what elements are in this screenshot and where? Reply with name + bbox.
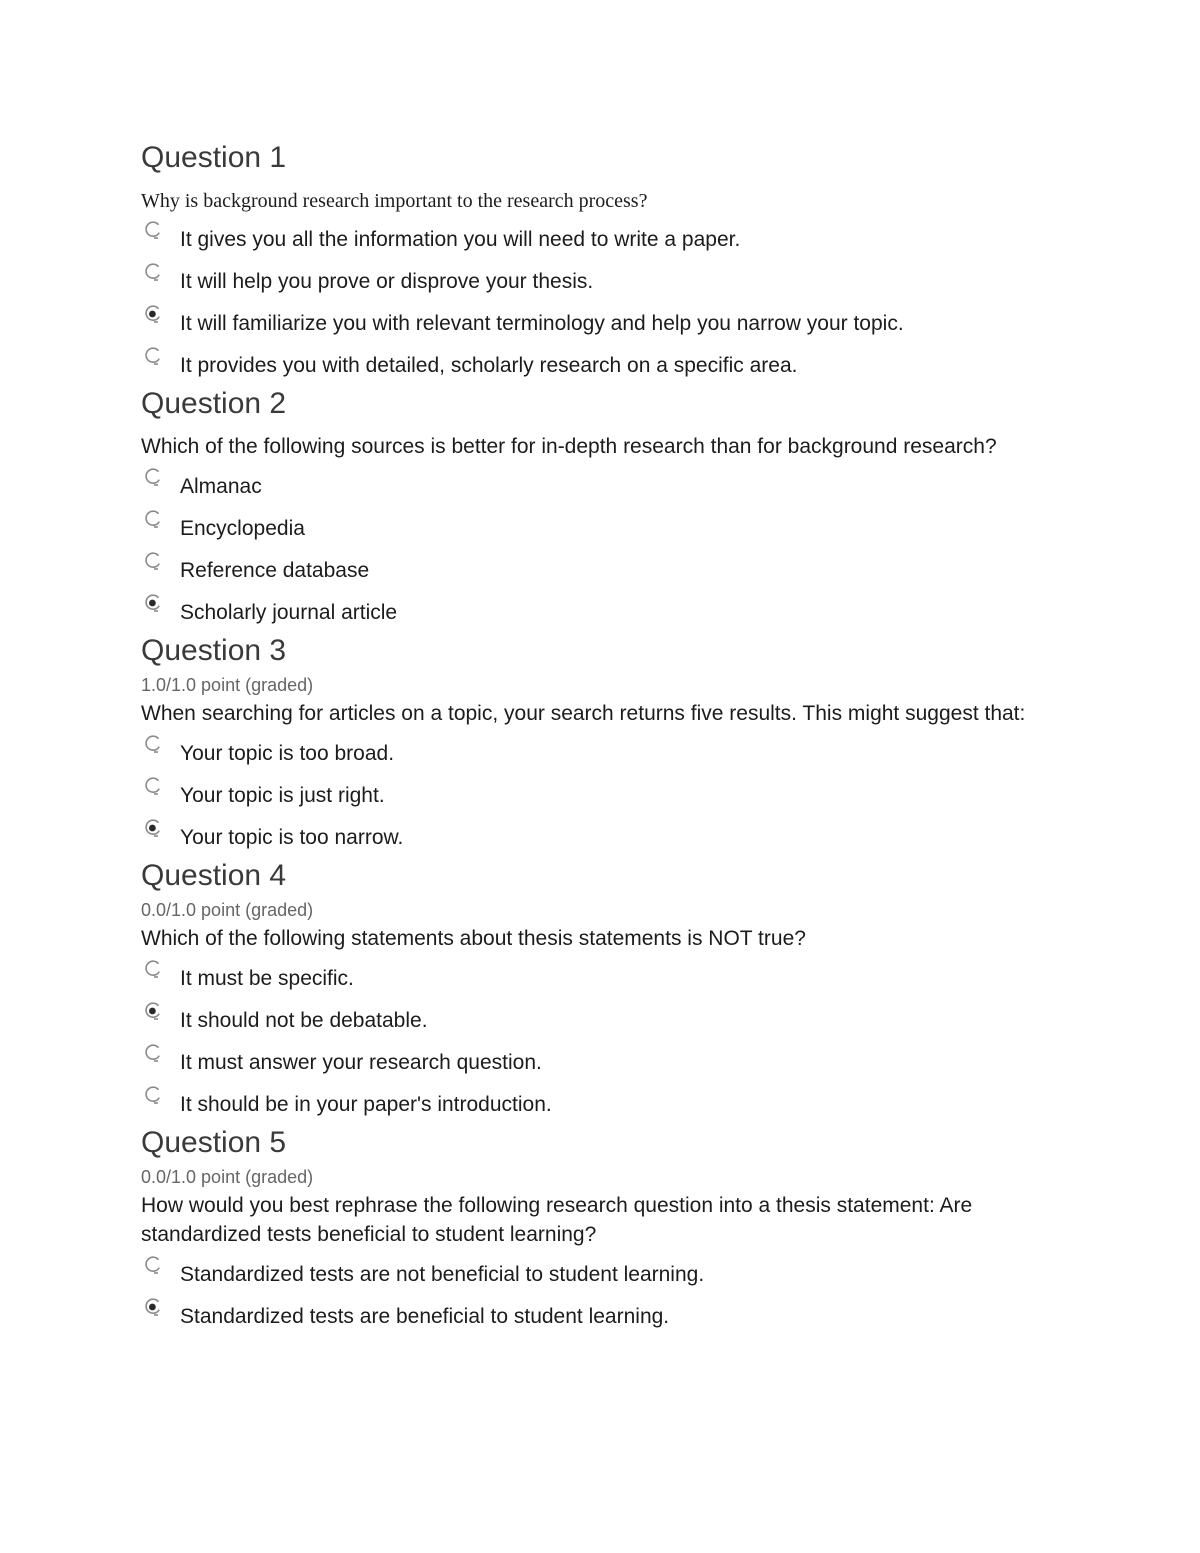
question-block [141, 858, 1061, 1125]
question-prompt: Why is background research important to the research process? [141, 190, 648, 212]
answer-option[interactable] [141, 1041, 1061, 1083]
answer-option[interactable] [141, 957, 1061, 999]
question-title: Question 3 [141, 634, 287, 667]
answer-option-label: Your topic is too broad. [180, 742, 395, 765]
answer-option-label: It should be in your paper's introduction. [180, 1093, 552, 1116]
radio-button-icon[interactable] [143, 346, 163, 366]
answer-option[interactable] [141, 260, 1061, 302]
answer-option-label: It should not be debatable. [180, 1009, 428, 1032]
radio-button-selected-icon[interactable] [143, 1297, 163, 1317]
question-block [141, 1125, 1061, 1337]
answer-option[interactable] [141, 302, 1061, 344]
answer-option[interactable] [141, 1295, 1061, 1337]
answer-option-label: It must answer your research question. [180, 1051, 542, 1074]
answer-option-label: It provides you with detailed, scholarly research on a specific area. [180, 354, 798, 377]
answer-option[interactable] [141, 816, 1061, 858]
radio-button-icon[interactable] [143, 509, 163, 529]
answer-options [141, 732, 1061, 858]
question-prompt: How would you best rephrase the following research question into a thesis statement: Are standardized tests beneficial to student learning? [141, 1194, 973, 1246]
radio-button-icon[interactable] [143, 1085, 163, 1105]
radio-button-icon[interactable] [143, 467, 163, 487]
answer-option[interactable] [141, 465, 1061, 507]
answer-options [141, 218, 1061, 386]
answer-option-label: It gives you all the information you will need to write a paper. [180, 228, 741, 251]
question-title: Question 1 [141, 141, 287, 174]
answer-option-label: It must be specific. [180, 967, 354, 990]
answer-option[interactable] [141, 999, 1061, 1041]
radio-button-icon[interactable] [143, 734, 163, 754]
question-title: Question 4 [141, 859, 287, 892]
answer-options [141, 957, 1061, 1125]
radio-button-icon[interactable] [143, 262, 163, 282]
answer-option-label: Your topic is too narrow. [180, 826, 404, 849]
answer-option[interactable] [141, 344, 1061, 386]
answer-option-label: Scholarly journal article [180, 601, 398, 624]
question-prompt: Which of the following sources is better for in-depth research than for background research? [141, 435, 997, 458]
answer-option-label: Almanac [180, 475, 262, 498]
radio-button-icon[interactable] [143, 551, 163, 571]
question-title: Question 2 [141, 387, 287, 420]
radio-button-icon[interactable] [143, 776, 163, 796]
radio-button-icon[interactable] [143, 959, 163, 979]
answer-options [141, 1253, 1061, 1337]
quiz-document [141, 140, 1061, 1337]
radio-button-icon[interactable] [143, 1043, 163, 1063]
question-block [141, 633, 1061, 858]
question-score: 0.0/1.0 point (graded) [141, 1167, 314, 1187]
answer-option-label: Your topic is just right. [180, 784, 385, 807]
answer-option-label: It will help you prove or disprove your thesis. [180, 270, 594, 293]
answer-option[interactable] [141, 732, 1061, 774]
answer-option[interactable] [141, 507, 1061, 549]
radio-button-icon[interactable] [143, 220, 163, 240]
answer-option-label: Standardized tests are beneficial to student learning. [180, 1305, 670, 1328]
answer-option[interactable] [141, 1253, 1061, 1295]
answer-option[interactable] [141, 591, 1061, 633]
question-title: Question 5 [141, 1126, 287, 1159]
question-block [141, 386, 1061, 633]
radio-button-selected-icon[interactable] [143, 818, 163, 838]
question-prompt: Which of the following statements about thesis statements is NOT true? [141, 927, 806, 950]
answer-option-label: Standardized tests are not beneficial to student learning. [180, 1263, 705, 1286]
answer-option[interactable] [141, 218, 1061, 260]
question-score: 0.0/1.0 point (graded) [141, 900, 314, 920]
answer-option[interactable] [141, 1083, 1061, 1125]
answer-option-label: It will familiarize you with relevant terminology and help you narrow your topic. [180, 312, 904, 335]
radio-button-selected-icon[interactable] [143, 304, 163, 324]
radio-button-icon[interactable] [143, 1255, 163, 1275]
question-block [141, 140, 1061, 386]
answer-options [141, 465, 1061, 633]
question-score: 1.0/1.0 point (graded) [141, 675, 314, 695]
answer-option-label: Encyclopedia [180, 517, 305, 540]
answer-option[interactable] [141, 549, 1061, 591]
question-prompt: When searching for articles on a topic, your search returns five results. This might suggest that: [141, 702, 1026, 725]
answer-option[interactable] [141, 774, 1061, 816]
radio-button-selected-icon[interactable] [143, 1001, 163, 1021]
answer-option-label: Reference database [180, 559, 370, 582]
radio-button-selected-icon[interactable] [143, 593, 163, 613]
